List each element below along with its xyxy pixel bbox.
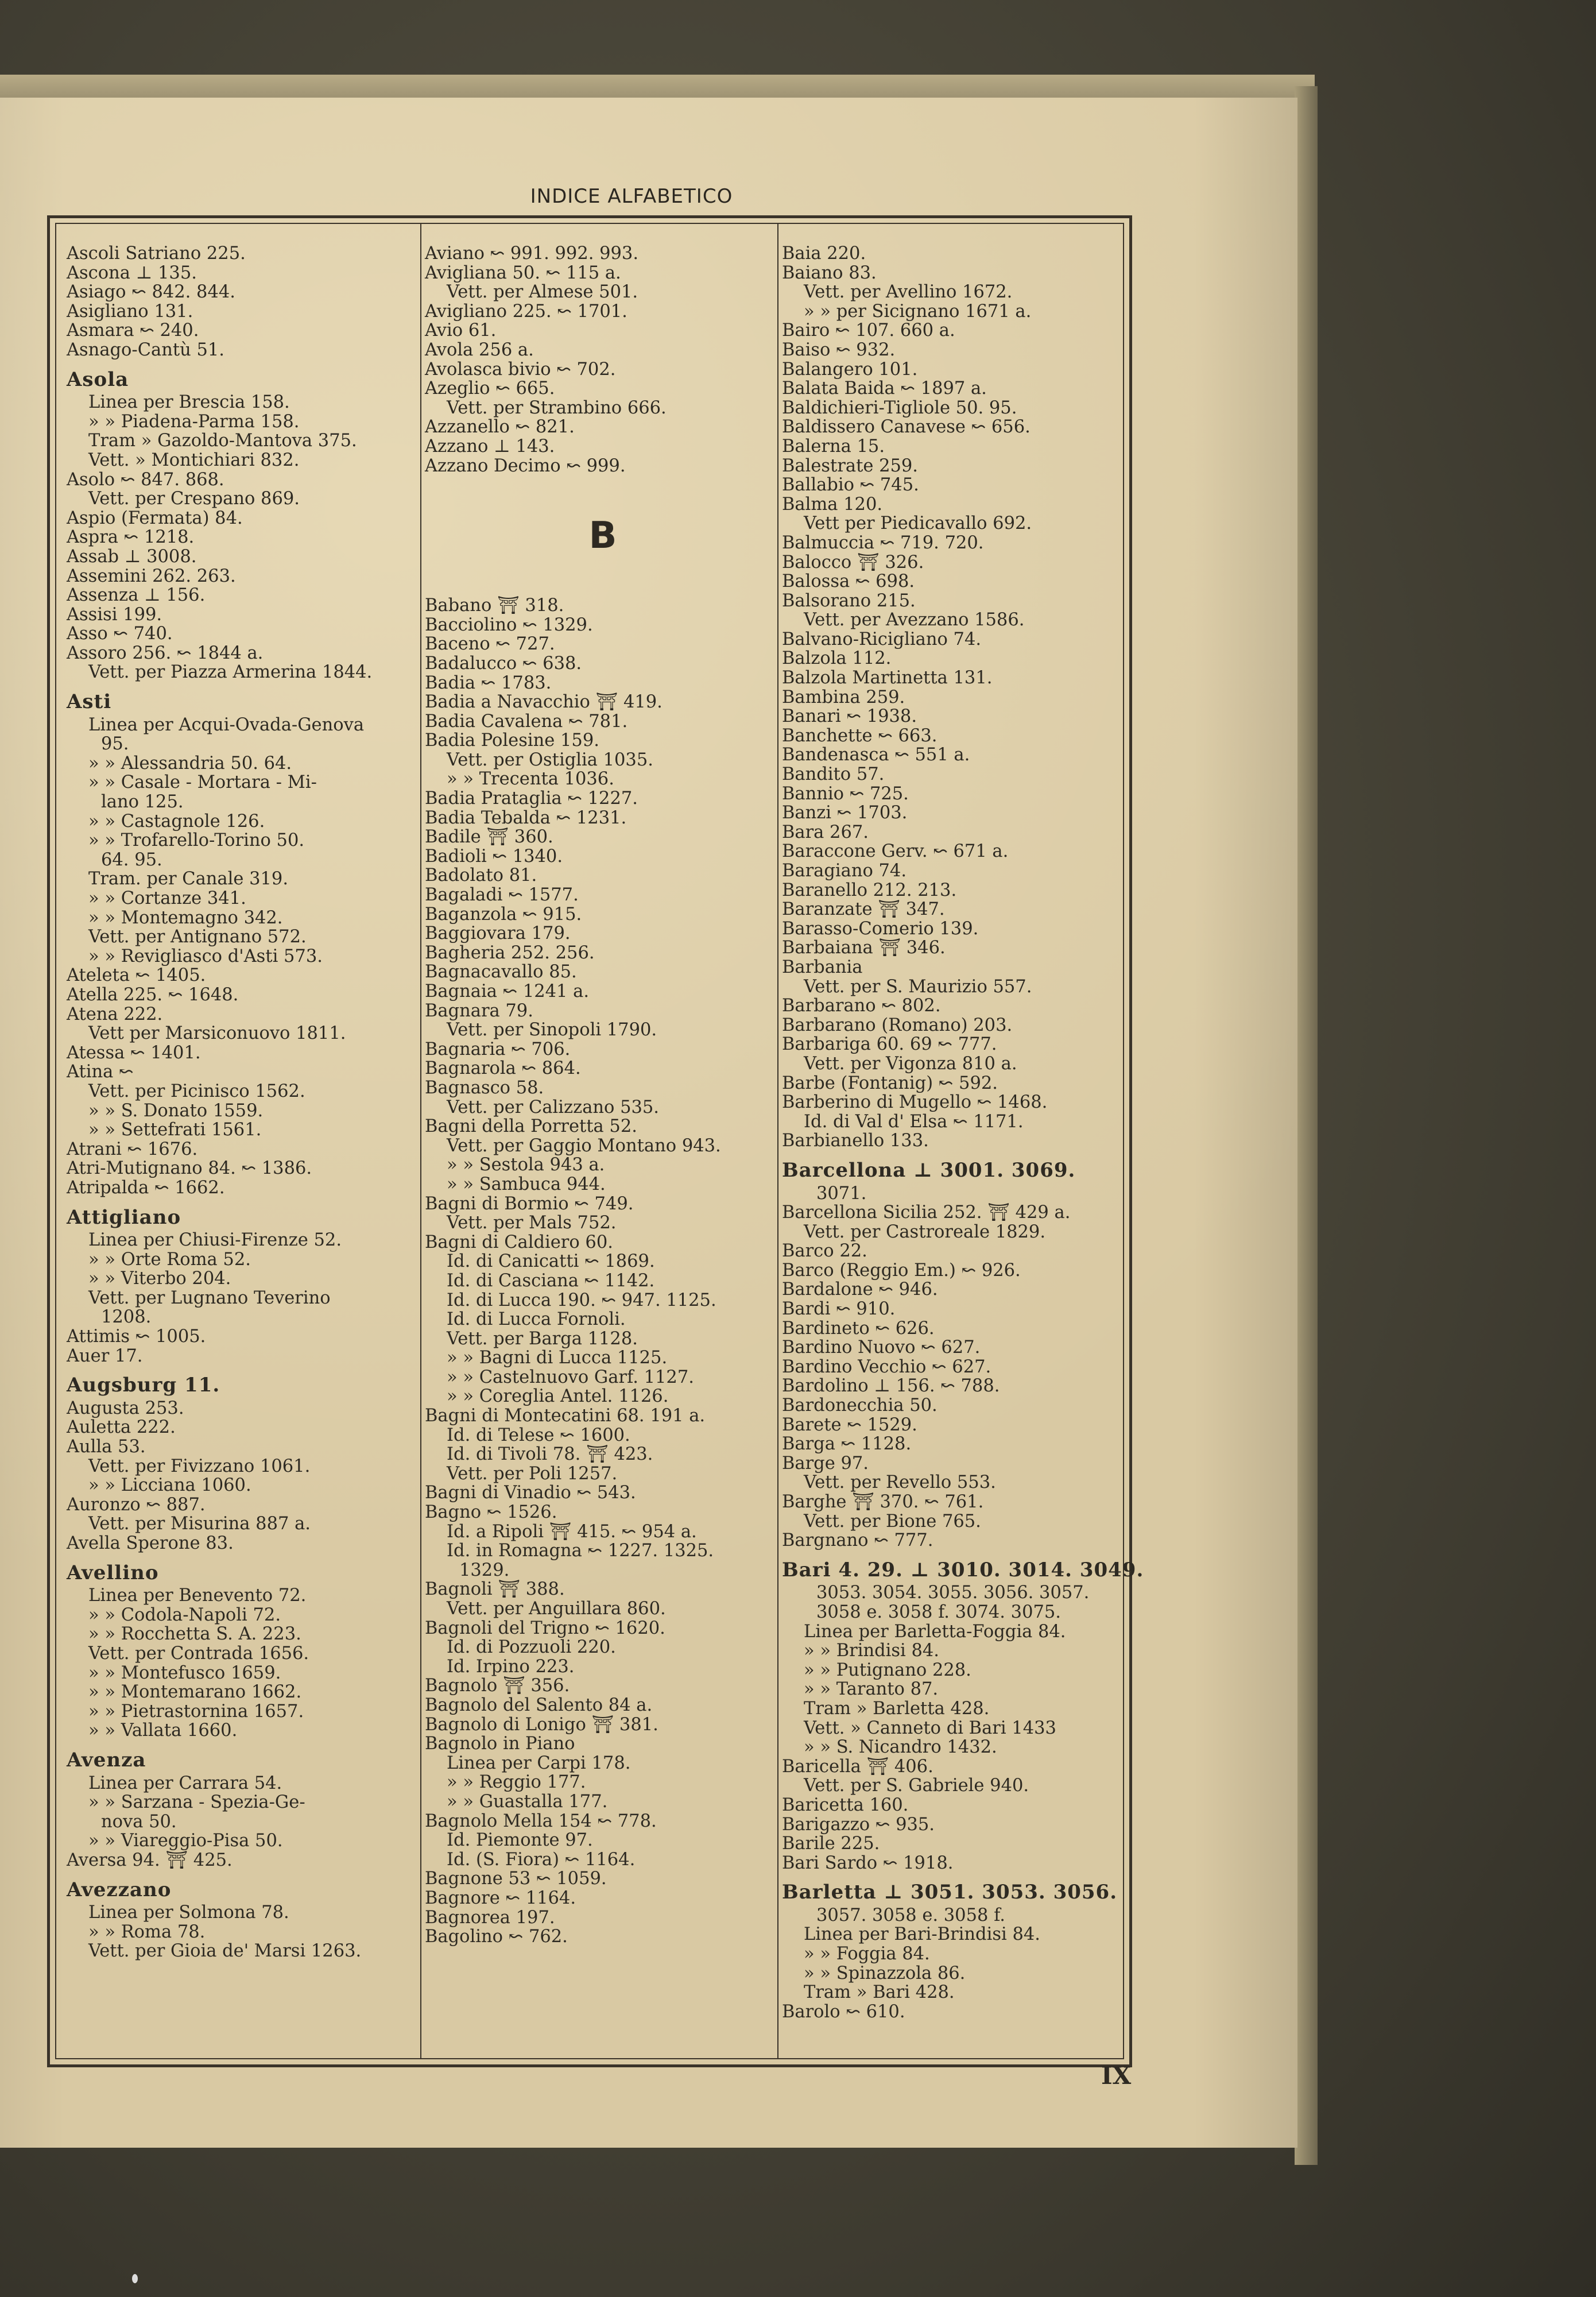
index-subentry: Id. di Val d' Elsa ↜ 1171. — [804, 1111, 1024, 1132]
index-entry: Aviano ↜ 991. 992. 993. — [425, 243, 639, 264]
index-entry: Bardonecchia 50. — [782, 1395, 938, 1416]
index-subentry: » » Montemarano 1662. — [88, 1682, 302, 1703]
index-subentry: » » Coreglia Antel. 1126. — [447, 1386, 669, 1407]
index-column-1 — [67, 244, 423, 1961]
index-section-heading: Bari 4. 29. ⊥ 3010. 3014. 3049. — [782, 1558, 1144, 1581]
index-entry: Bagnolo Mella 154 ↜ 778. — [425, 1811, 657, 1831]
index-entry: Bara 267. — [782, 822, 869, 842]
index-subentry: Tram. per Canale 319. — [88, 869, 289, 890]
index-entry: Badile ⛩ 360. — [425, 827, 553, 848]
index-entry: Ballabio ↜ 745. — [782, 475, 919, 496]
index-subentry: » » Cortanze 341. — [88, 888, 246, 908]
index-entry: Badia Tebalda ↜ 1231. — [425, 807, 627, 828]
index-entry: Banchette ↜ 663. — [782, 725, 938, 746]
index-subentry: Id. di Pozzuoli 220. — [447, 1637, 616, 1658]
index-entry: Balocco ⛩ 326. — [782, 552, 924, 573]
index-subentry: » » Montemagno 342. — [88, 907, 283, 928]
index-entry: Bairo ↜ 107. 660 a. — [782, 320, 955, 341]
index-entry: Baia 220. — [782, 243, 866, 264]
index-entry: Barco (Reggio Em.) ↜ 926. — [782, 1260, 1021, 1281]
index-entry: Bagnaria ↜ 706. — [425, 1039, 571, 1059]
index-subentry: » » Brindisi 84. — [804, 1641, 939, 1661]
index-section-heading: Attigliano — [67, 1205, 181, 1229]
index-entry: Atella 225. ↜ 1648. — [67, 984, 239, 1005]
index-entry: Atessa ↜ 1401. — [67, 1042, 201, 1063]
index-subentry: » » Pietrastornina 1657. — [88, 1701, 304, 1722]
index-subentry: Vett. per Antignano 572. — [88, 927, 307, 948]
index-entry: Avigliano 225. ↜ 1701. — [425, 301, 627, 322]
index-entry: Barcellona Sicilia 252. ⛩ 429 a. — [782, 1202, 1071, 1223]
index-entry: Barigazzo ↜ 935. — [782, 1814, 935, 1835]
index-entry: Bardino Vecchio ↜ 627. — [782, 1356, 991, 1377]
index-entry: Aspra ↜ 1218. — [67, 527, 195, 548]
index-subentry: Vett. per Fivizzano 1061. — [88, 1456, 311, 1476]
index-entry: Bagaladi ↜ 1577. — [425, 885, 579, 906]
index-entry: Baganzola ↜ 915. — [425, 904, 582, 925]
index-subentry: Vett. per Picinisco 1562. — [88, 1081, 305, 1101]
index-entry: Bagnolo del Salento 84 a. — [425, 1695, 653, 1715]
index-subentry: Vett. per Lugnano Teverino — [88, 1287, 331, 1308]
index-subentry: Vett. per Poli 1257. — [447, 1463, 618, 1484]
index-entry: Bagnorea 197. — [425, 1907, 555, 1928]
index-entry: Bandenasca ↜ 551 a. — [782, 745, 970, 765]
index-entry: Barbania — [782, 957, 863, 977]
index-subentry: » » Licciana 1060. — [88, 1475, 251, 1496]
index-subentry: Vett. per Piazza Armerina 1844. — [88, 662, 373, 683]
index-entry: Bagni di Bormio ↜ 749. — [425, 1193, 634, 1214]
index-entry: Balangero 101. — [782, 359, 918, 380]
index-subentry: » » Rocchetta S. A. 223. — [88, 1624, 301, 1645]
dust-mark — [132, 2274, 138, 2283]
index-entry: Baraccone Gerv. ↜ 671 a. — [782, 841, 1009, 862]
index-entry: Baricetta 160. — [782, 1795, 909, 1815]
index-continuation: 3053. 3054. 3055. 3056. 3057. — [816, 1583, 1090, 1603]
index-entry: Aversa 94. ⛩ 425. — [67, 1850, 233, 1870]
index-entry: Assemini 262. 263. — [67, 566, 236, 586]
index-subentry: Linea per Acqui-Ovada-Genova — [88, 714, 365, 735]
index-continuation: 3071. — [816, 1183, 867, 1204]
index-entry: Auronzo ↜ 887. — [67, 1494, 206, 1515]
index-entry: Barbaiana ⛩ 346. — [782, 938, 946, 958]
index-subentry: Id. di Lucca Fornoli. — [447, 1309, 626, 1330]
index-entry: Bagno ↜ 1526. — [425, 1502, 557, 1523]
index-entry: Barbianello 133. — [782, 1131, 929, 1151]
index-entry: Badia Polesine 159. — [425, 730, 599, 751]
index-entry: Barolo ↜ 610. — [782, 2001, 905, 2022]
index-entry: Bagnasco 58. — [425, 1077, 544, 1098]
index-entry: Badia a Navacchio ⛩ 419. — [425, 692, 663, 713]
index-subentry: Vett. per Ostiglia 1035. — [447, 749, 653, 770]
index-subentry: Linea per Bari-Brindisi 84. — [804, 1924, 1040, 1945]
index-continuation: 95. — [101, 734, 129, 755]
index-continuation: 3058 e. 3058 f. 3074. 3075. — [816, 1602, 1061, 1622]
index-entry: Bagnolo di Lonigo ⛩ 381. — [425, 1714, 658, 1735]
index-entry: Azeglio ↜ 665. — [425, 378, 555, 399]
index-entry: Atripalda ↜ 1662. — [67, 1177, 225, 1198]
index-subentry: » » Foggia 84. — [804, 1944, 930, 1965]
page-side-edge — [1295, 86, 1318, 2165]
index-subentry: Id. Irpino 223. — [447, 1656, 575, 1677]
index-entry: Bargnano ↜ 777. — [782, 1530, 933, 1551]
index-entry: Bagheria 252. 256. — [425, 942, 595, 963]
index-entry: Bagolino ↜ 762. — [425, 1927, 568, 1947]
index-subentry: Linea per Carpi 178. — [447, 1753, 631, 1773]
index-entry: Baggiovara 179. — [425, 923, 571, 944]
index-entry: Bardalone ↜ 946. — [782, 1279, 938, 1300]
index-entry: Bacciolino ↜ 1329. — [425, 614, 593, 635]
index-entry: Bagni di Vinadio ↜ 543. — [425, 1483, 636, 1503]
index-entry: Bannio ↜ 725. — [782, 783, 909, 804]
index-entry: Baldichieri-Tigliole 50. 95. — [782, 397, 1017, 418]
index-entry: Barco 22. — [782, 1241, 867, 1262]
index-subentry: » » Vallata 1660. — [88, 1720, 238, 1741]
index-entry: Badia ↜ 1783. — [425, 672, 552, 693]
index-entry: Barasso-Comerio 139. — [782, 918, 979, 939]
index-subentry: » » Spinazzola 86. — [804, 1963, 966, 1983]
index-entry: Balma 120. — [782, 494, 883, 515]
index-subentry: Vett. per Gioia de' Marsi 1263. — [88, 1941, 362, 1962]
index-entry: Attimis ↜ 1005. — [67, 1327, 206, 1347]
index-entry: Ascona ⊥ 135. — [67, 262, 197, 283]
index-entry: Barbariga 60. 69 ↜ 777. — [782, 1034, 997, 1055]
index-subentry: Vett. per Castroreale 1829. — [804, 1221, 1046, 1242]
index-subentry: Tram » Barletta 428. — [804, 1698, 990, 1719]
index-subentry: Vett. per Anguillara 860. — [447, 1599, 666, 1619]
index-entry: Bardino Nuovo ↜ 627. — [782, 1337, 981, 1358]
index-subentry: Vett. per Sinopoli 1790. — [447, 1020, 657, 1041]
index-continuation: lano 125. — [101, 792, 184, 813]
index-subentry: Tram » Gazoldo-Mantova 375. — [88, 431, 357, 451]
index-subentry: Vett. » Montichiari 832. — [88, 450, 300, 470]
index-subentry: » » Bagni di Lucca 1125. — [447, 1348, 668, 1368]
index-entry: Balata Baida ↜ 1897 a. — [782, 378, 987, 399]
index-entry: Balzola 112. — [782, 648, 892, 669]
index-subentry: Id. di Lucca 190. ↜ 947. 1125. — [447, 1290, 716, 1310]
index-subentry: Vett. per S. Gabriele 940. — [804, 1776, 1029, 1796]
index-subentry: Vett. per Barga 1128. — [447, 1328, 638, 1349]
index-subentry: » » Castagnole 126. — [88, 811, 265, 832]
index-subentry: » » Sarzana - Spezia-Ge- — [88, 1792, 305, 1813]
index-subentry: Vett. per Calizzano 535. — [447, 1097, 659, 1117]
index-entry: Balestrate 259. — [782, 455, 918, 476]
index-entry: Bagni di Montecatini 68. 191 a. — [425, 1406, 706, 1426]
index-entry: Asmara ↜ 240. — [67, 320, 199, 341]
index-subentry: Id. di Casciana ↜ 1142. — [447, 1270, 655, 1291]
index-entry: Azzanello ↜ 821. — [425, 417, 575, 438]
index-subentry: » » Alessandria 50. 64. — [88, 753, 292, 774]
index-subentry: » » Piadena-Parma 158. — [88, 411, 300, 432]
index-entry: Barga ↜ 1128. — [782, 1434, 912, 1455]
index-entry: Badia Prataglia ↜ 1227. — [425, 788, 638, 809]
index-subentry: Id. di Canicatti ↜ 1869. — [447, 1251, 655, 1272]
index-subentry: Vett. per Revello 553. — [804, 1472, 996, 1493]
index-subentry: Vett. per Contrada 1656. — [88, 1643, 309, 1664]
index-entry: Baceno ↜ 727. — [425, 634, 555, 655]
index-subentry: » » Roma 78. — [88, 1921, 206, 1942]
index-section-heading: Avellino — [67, 1561, 159, 1584]
index-entry: Atrani ↜ 1676. — [67, 1139, 198, 1159]
index-continuation: 3057. 3058 e. 3058 f. — [816, 1905, 1005, 1925]
index-entry: Barbarano ↜ 802. — [782, 996, 941, 1016]
index-entry: Balzola Martinetta 131. — [782, 668, 993, 689]
index-entry: Barberino di Mugello ↜ 1468. — [782, 1092, 1048, 1113]
index-subentry: » » Revigliasco d'Asti 573. — [88, 946, 323, 966]
index-subentry: » » S. Donato 1559. — [88, 1100, 264, 1121]
index-subentry: Vett. per S. Maurizio 557. — [804, 976, 1032, 997]
index-subentry: Id. di Tivoli 78. ⛩ 423. — [447, 1444, 653, 1465]
index-entry: Baiano 83. — [782, 262, 877, 283]
index-section-heading: Asti — [67, 690, 112, 714]
index-subentry: » » Trofarello-Torino 50. — [88, 830, 305, 851]
index-subentry: » » per Sicignano 1671 a. — [804, 301, 1032, 322]
index-subentry: Vett. per Mals 752. — [447, 1213, 617, 1233]
index-entry: Bardi ↜ 910. — [782, 1299, 896, 1320]
index-entry: Avella Sperone 83. — [67, 1533, 234, 1553]
index-subentry: » » S. Nicandro 1432. — [804, 1737, 997, 1758]
index-continuation: 64. 95. — [101, 849, 162, 870]
index-entry: Azzano Decimo ↜ 999. — [425, 455, 626, 476]
index-section-heading: Avenza — [67, 1748, 146, 1772]
index-entry: Asiago ↜ 842. 844. — [67, 282, 235, 303]
index-subentry: Linea per Chiusi-Firenze 52. — [88, 1230, 342, 1251]
index-entry: Balossa ↜ 698. — [782, 571, 915, 592]
index-subentry: Vett. per Avellino 1672. — [804, 282, 1013, 303]
index-entry: Barbe (Fontanig) ↜ 592. — [782, 1073, 998, 1093]
index-entry: Avola 256 a. — [425, 339, 534, 360]
index-subentry: » » Codola-Napoli 72. — [88, 1604, 281, 1625]
index-subentry: » » Orte Roma 52. — [88, 1249, 251, 1270]
index-entry: Barile 225. — [782, 1834, 880, 1854]
index-entry: Babano ⛩ 318. — [425, 595, 564, 616]
index-subentry: » » Putignano 228. — [804, 1660, 971, 1680]
index-entry: Badolato 81. — [425, 865, 537, 886]
index-subentry: Id. Piemonte 97. — [447, 1830, 593, 1851]
index-entry: Avigliana 50. ↜ 115 a. — [425, 262, 621, 283]
index-entry: Bagnaia ↜ 1241 a. — [425, 981, 590, 1001]
index-entry: Bagnoli ⛩ 388. — [425, 1579, 565, 1600]
index-entry: Barge 97. — [782, 1453, 869, 1474]
index-entry: Assoro 256. ↜ 1844 a. — [67, 643, 264, 663]
index-subentry: Linea per Brescia 158. — [88, 392, 290, 413]
index-subentry: Vett. per Vigonza 810 a. — [804, 1053, 1017, 1074]
index-entry: Balvano-Ricigliano 74. — [782, 629, 982, 649]
index-entry: Bagni di Caldiero 60. — [425, 1232, 613, 1252]
index-entry: Avio 61. — [425, 320, 497, 341]
index-entry: Azzano ⊥ 143. — [425, 436, 555, 457]
index-subentry: Id. (S. Fiora) ↜ 1164. — [447, 1849, 636, 1870]
index-subentry: Vett per Piedicavallo 692. — [804, 513, 1032, 534]
index-subentry: Vett. per Misurina 887 a. — [88, 1514, 311, 1534]
index-entry: Bagnolo ⛩ 356. — [425, 1676, 570, 1696]
page-header: INDICE ALFABETICO — [530, 185, 733, 208]
index-entry: Ascoli Satriano 225. — [67, 243, 246, 264]
index-entry: Bagni della Porretta 52. — [425, 1116, 637, 1137]
index-entry: Bagnolo in Piano — [425, 1734, 575, 1754]
index-subentry: Vett. per Avezzano 1586. — [804, 610, 1025, 631]
index-subentry: Vett. per Bione 765. — [804, 1511, 981, 1532]
index-section-heading: Barletta ⊥ 3051. 3053. 3056. — [782, 1881, 1118, 1904]
index-entry: Baiso ↜ 932. — [782, 339, 896, 360]
index-subentry: Vett. per Gaggio Montano 943. — [447, 1135, 721, 1156]
index-entry: Barbarano (Romano) 203. — [782, 1015, 1013, 1035]
index-entry: Bagnone 53 ↜ 1059. — [425, 1869, 607, 1889]
index-entry: Bandito 57. — [782, 764, 885, 785]
index-subentry: » » Guastalla 177. — [447, 1791, 608, 1812]
index-section-heading: Barcellona ⊥ 3001. 3069. — [782, 1158, 1076, 1182]
index-subentry: Id. a Ripoli ⛩ 415. ↜ 954 a. — [447, 1521, 697, 1542]
index-subentry: Tram » Bari 428. — [804, 1982, 955, 2003]
index-entry: Baldissero Canavese ↜ 656. — [782, 417, 1031, 438]
index-entry: Badalucco ↜ 638. — [425, 653, 582, 674]
index-subentry: » » Casale - Mortara - Mi- — [88, 772, 317, 793]
index-entry: Avolasca bivio ↜ 702. — [425, 359, 616, 380]
index-subentry: » » Sambuca 944. — [447, 1174, 606, 1194]
page-number: IX — [1101, 2062, 1132, 2090]
index-entry: Banari ↜ 1938. — [782, 706, 917, 727]
index-subentry: » » Taranto 87. — [804, 1679, 939, 1700]
index-column-2 — [425, 244, 781, 1947]
index-section-heading: Avezzano — [67, 1878, 172, 1901]
index-entry: Bagnoli del Trigno ↜ 1620. — [425, 1618, 665, 1638]
index-subentry: Vett. per Almese 501. — [447, 282, 638, 303]
index-subentry: Vett. » Canneto di Bari 1433 — [804, 1718, 1056, 1738]
index-subentry: Linea per Solmona 78. — [88, 1902, 289, 1923]
index-subentry: Vett. per Crespano 869. — [88, 489, 300, 509]
index-entry: Assisi 199. — [67, 604, 162, 625]
index-entry: Barete ↜ 1529. — [782, 1414, 917, 1435]
index-entry: Baranzate ⛩ 347. — [782, 899, 945, 920]
index-entry: Bagnarola ↜ 864. — [425, 1058, 581, 1079]
index-entry: Bardolino ⊥ 156. ↜ 788. — [782, 1376, 1000, 1397]
index-subentry: » » Trecenta 1036. — [447, 769, 614, 790]
index-entry: Balsorano 215. — [782, 590, 916, 611]
index-entry: Badia Cavalena ↜ 781. — [425, 711, 628, 732]
index-entry: Balmuccia ↜ 719. 720. — [782, 532, 984, 553]
index-subentry: » » Reggio 177. — [447, 1772, 586, 1793]
index-entry: Atri-Mutignano 84. ↜ 1386. — [67, 1158, 312, 1179]
index-entry: Bambina 259. — [782, 687, 905, 707]
index-entry: Augusta 253. — [67, 1398, 184, 1418]
index-section-heading: Augsburg 11. — [67, 1374, 220, 1397]
index-subentry: Linea per Carrara 54. — [88, 1773, 282, 1793]
index-subentry: Id. di Telese ↜ 1600. — [447, 1425, 630, 1445]
index-entry: Banzi ↜ 1703. — [782, 803, 908, 823]
index-entry: Auletta 222. — [67, 1417, 176, 1438]
index-entry: Asso ↜ 740. — [67, 624, 173, 644]
index-entry: Asigliano 131. — [67, 301, 193, 322]
index-subentry: » » Viterbo 204. — [88, 1269, 231, 1289]
index-column-3 — [782, 243, 1144, 2022]
index-entry: Asnago-Cantù 51. — [67, 339, 224, 360]
index-entry: Bagnore ↜ 1164. — [425, 1888, 576, 1908]
index-entry: Bagnacavallo 85. — [425, 962, 577, 983]
index-entry: Badioli ↜ 1340. — [425, 846, 563, 867]
index-entry: Baranello 212. 213. — [782, 880, 957, 900]
index-entry: Atena 222. — [67, 1004, 163, 1024]
index-subentry: Linea per Benevento 72. — [88, 1586, 307, 1606]
index-entry: Barghe ⛩ 370. ↜ 761. — [782, 1492, 984, 1512]
index-entry: Bardineto ↜ 626. — [782, 1318, 935, 1339]
index-continuation: nova 50. — [101, 1811, 177, 1832]
index-entry: Ateleta ↜ 1405. — [67, 965, 206, 986]
index-entry: Bagnara 79. — [425, 1000, 533, 1021]
index-section-heading: Asola — [67, 368, 129, 391]
index-entry: Asolo ↜ 847. 868. — [67, 469, 224, 490]
index-subentry: » » Viareggio-Pisa 50. — [88, 1831, 283, 1851]
index-continuation: 1329. — [459, 1560, 510, 1580]
index-subentry: Id. in Romagna ↜ 1227. 1325. — [447, 1541, 714, 1561]
index-entry: Assab ⊥ 3008. — [67, 546, 197, 567]
letter-divider: B — [588, 515, 617, 558]
index-subentry: » » Sestola 943 a. — [447, 1155, 605, 1175]
index-entry: Aspio (Fermata) 84. — [67, 508, 243, 528]
index-subentry: Linea per Barletta-Foggia 84. — [804, 1621, 1066, 1642]
index-entry: Balerna 15. — [782, 436, 885, 457]
index-subentry: » » Castelnuovo Garf. 1127. — [447, 1367, 694, 1387]
index-subentry: » » Montefusco 1659. — [88, 1662, 281, 1683]
index-entry: Aulla 53. — [67, 1437, 146, 1457]
index-continuation: 1208. — [101, 1307, 152, 1328]
index-subentry: Vett. per Strambino 666. — [447, 397, 667, 418]
index-entry: Atina ↜ — [67, 1062, 134, 1082]
index-entry: Baricella ⛩ 406. — [782, 1756, 933, 1777]
index-entry: Baragiano 74. — [782, 861, 907, 881]
index-subentry: » » Settefrati 1561. — [88, 1120, 262, 1140]
index-entry: Auer 17. — [67, 1345, 143, 1366]
index-entry: Bari Sardo ↜ 1918. — [782, 1853, 954, 1873]
index-entry: Assenza ⊥ 156. — [67, 585, 206, 606]
index-subentry: Vett per Marsiconuovo 1811. — [88, 1023, 346, 1044]
